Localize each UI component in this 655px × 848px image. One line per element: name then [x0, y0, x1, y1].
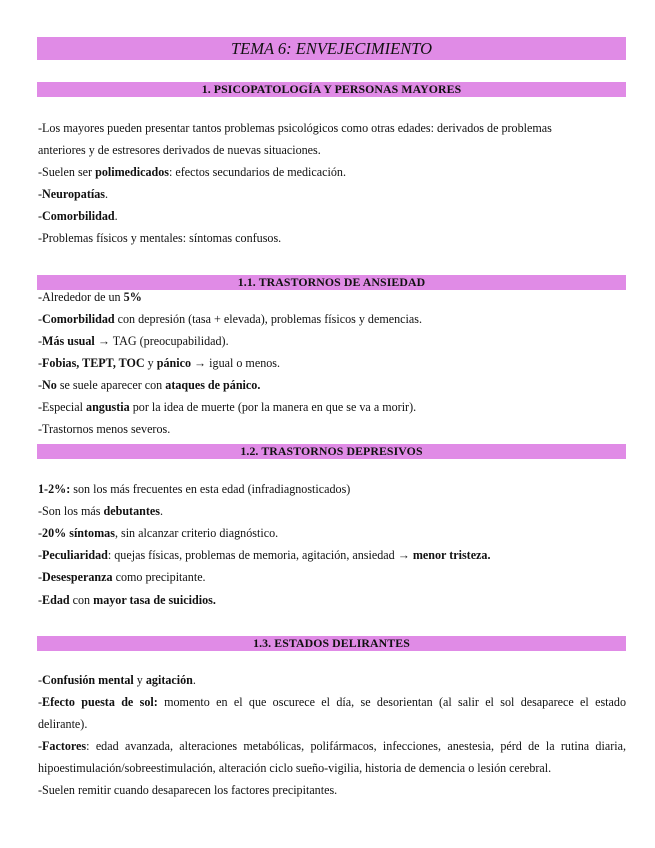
- paragraph-line: -Comorbilidad.: [38, 209, 118, 223]
- section-heading-ansiedad: 1.1. TRASTORNOS DE ANSIEDAD: [37, 275, 626, 290]
- paragraph-line: -Suelen remitir cuando desaparecen los factores precipitantes.: [38, 783, 338, 797]
- paragraph-line: -Trastornos menos severos.: [38, 422, 171, 436]
- page-title: TEMA 6: ENVEJECIMIENTO: [37, 37, 626, 60]
- paragraph-line: 1-2%: son los más frecuentes en esta edad (infradiagnosticados): [38, 482, 351, 496]
- paragraph-line: -Peculiaridad: quejas físicas, problemas de memoria, agitación, ansiedad → menor tristeza.: [38, 548, 491, 562]
- paragraph-line: -Los mayores pueden presentar tantos problemas psicológicos como otras edades: derivados de problemas: [38, 121, 552, 135]
- paragraph-line: -Desesperanza como precipitante.: [38, 570, 206, 584]
- paragraph-line: -Problemas físicos y mentales: síntomas confusos.: [38, 231, 282, 245]
- paragraph-line: -Más usual → TAG (preocupabilidad).: [38, 334, 229, 348]
- paragraph-line: -Edad con mayor tasa de suicidios.: [38, 593, 216, 607]
- paragraph-line: -Efecto puesta de sol: momento en el que oscurece el día, se desorientan (al salir el sol desaparece el estado: [38, 695, 627, 709]
- paragraph-line: -Especial angustia por la idea de muerte (por la manera en que se va a morir).: [38, 400, 417, 414]
- section-heading-depresivos: 1.2. TRASTORNOS DEPRESIVOS: [37, 444, 626, 459]
- paragraph-line: -Alrededor de un 5%: [38, 290, 142, 304]
- paragraph-line: -Neuropatías.: [38, 187, 108, 201]
- paragraph-line: hipoestimulación/sobreestimulación, alteración ciclo sueño-vigilia, historia de demencia o lesión cerebral.: [38, 761, 552, 775]
- paragraph-line: -20% síntomas, sin alcanzar criterio diagnóstico.: [38, 526, 279, 540]
- paragraph-line: -Confusión mental y agitación.: [38, 673, 196, 687]
- section-heading-psicopatologia: 1. PSICOPATOLOGÍA Y PERSONAS MAYORES: [37, 82, 626, 97]
- paragraph-line: -Factores: edad avanzada, alteraciones metabólicas, polifármacos, infecciones, anestesia, pérd de la rutina diaria,: [38, 739, 626, 753]
- paragraph-line: -Fobias, TEPT, TOC y pánico → igual o menos.: [38, 356, 281, 370]
- section-heading-delirantes: 1.3. ESTADOS DELIRANTES: [37, 636, 626, 651]
- paragraph-line: anteriores y de estresores derivados de nuevas situaciones.: [38, 143, 321, 157]
- paragraph-line: -Son los más debutantes.: [38, 504, 163, 518]
- paragraph-line: delirante).: [38, 717, 88, 731]
- paragraph-line: -Comorbilidad con depresión (tasa + elevada), problemas físicos y demencias.: [38, 312, 422, 326]
- paragraph-line: -Suelen ser polimedicados: efectos secundarios de medicación.: [38, 165, 346, 179]
- paragraph-line: -No se suele aparecer con ataques de pánico.: [38, 378, 261, 392]
